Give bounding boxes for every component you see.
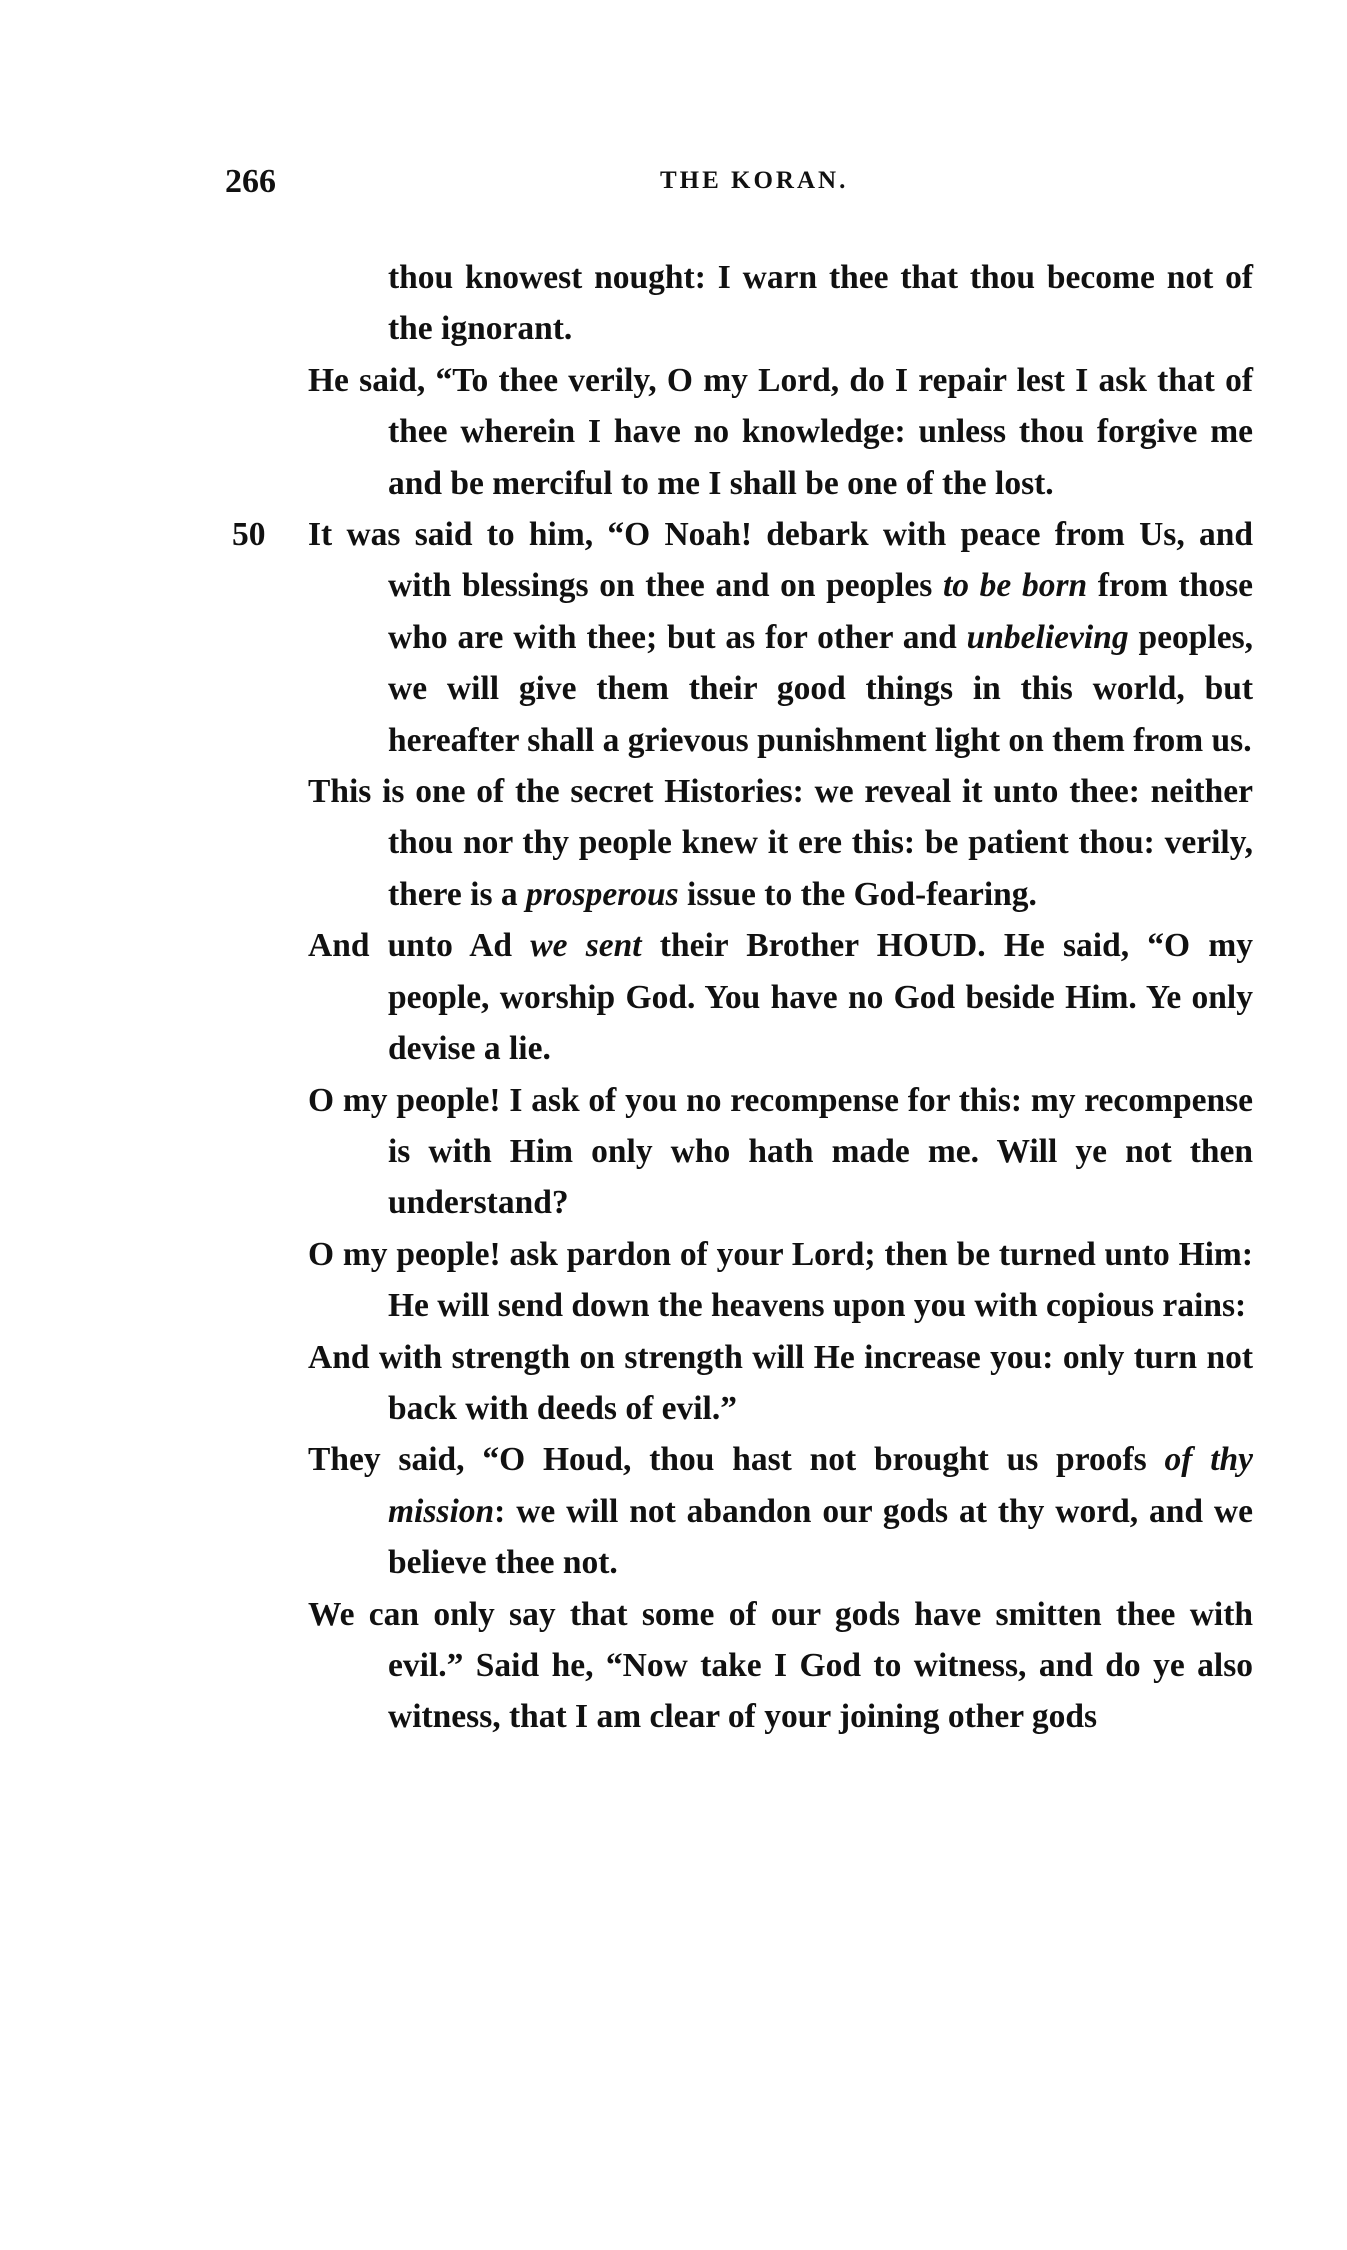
text-segment: He said, “To thee verily, O my Lord, do I repair lest I ask that of thee wherein I have no knowledge: unless thou forgive me and be merciful to me I shall be one of the lost. [308,361,1253,502]
italic-text-segment: of thy mission [388,1441,1253,1530]
verse-paragraph [308,1589,1253,1743]
text-segment: their Brother HOUD. He said, “O my people, worship God. You have no God beside Him. Ye only devise a lie. [388,927,1253,1068]
text-segment: It was said to him, “O Noah! debark with peace from Us, and with blessings on thee and on peoples [308,516,1253,605]
text-segment: And unto Ad [308,927,531,965]
page-number: 266 [225,163,276,200]
verse-paragraph [308,766,1253,920]
verse-paragraph [308,1434,1253,1588]
text-segment: thou knowest nought: I warn thee that thou become not of the ignorant. [388,259,1253,348]
italic-text-segment: to be born [942,567,1088,605]
page-header [225,163,1265,203]
text-segment: peoples, we will give them their good things in this world, but hereafter shall a grievous punishment light on them from us. [388,618,1253,759]
text-segment: : we will not abandon our gods at thy word, and we believe thee not. [388,1492,1253,1582]
verse-paragraph [308,1332,1253,1435]
verse-paragraph [308,920,1253,1074]
verse-paragraph [308,1075,1253,1229]
italic-text-segment: we sent [530,927,642,965]
verse-paragraph [308,1229,1253,1332]
running-title: THE KORAN. [660,167,849,194]
italic-text-segment: prosperous [526,875,679,913]
text-segment: And with strength on strength will He increase you: only turn not back with deeds of evil.” [308,1338,1253,1427]
text-segment: from those who are with thee; but as for other and [388,567,1253,656]
verse-number: 50 [232,516,266,554]
text-segment: O my people! ask pardon of your Lord; then be turned unto Him: He will send down the heavens upon you with copious rains: [308,1235,1253,1325]
text-segment: We can only say that some of our gods have smitten thee with evil.” Said he, “Now take I God to witness, and do ye also witness, that I am clear of your joining other gods [308,1595,1253,1736]
verse-paragraph [388,252,1253,355]
text-segment: They said, “O Houd, thou hast not brought us proofs [308,1441,1165,1479]
verse-list [0,252,1347,1743]
text-segment: issue to the God-fearing. [678,875,1037,913]
text-segment: This is one of the secret Histories: we reveal it unto thee: neither thou nor thy people knew it ere this: be patient thou: verily, there is a [308,773,1253,913]
verse-paragraph [308,355,1253,509]
text-segment: O my people! I ask of you no recompense for this: my recompense is with Him only who hath made me. Will ye not then understand? [308,1081,1253,1222]
italic-text-segment: unbelieving [966,618,1129,656]
verse-paragraph [232,509,1253,766]
